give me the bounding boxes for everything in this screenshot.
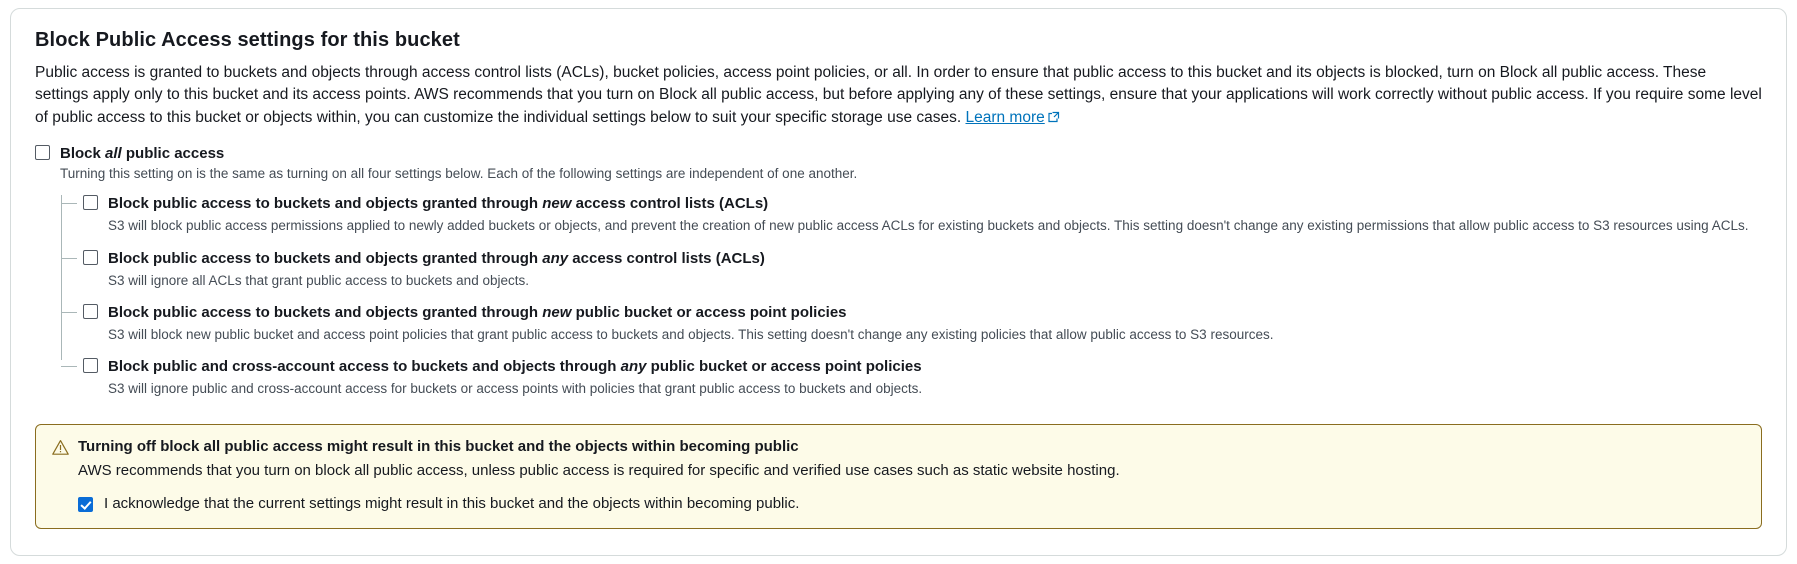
- setting-item-new-acls: [83, 195, 1762, 235]
- panel-description: [35, 62, 1762, 129]
- block-new-policies-checkbox[interactable]: [83, 304, 98, 319]
- block-all-public-access-row: [35, 145, 1762, 163]
- alert-title: Turning off block all public access might result in this bucket and the objects within becoming public: [78, 438, 799, 456]
- page-title: Block Public Access settings for this bucket: [35, 29, 460, 51]
- external-link-icon: [1048, 111, 1060, 123]
- setting-row-new-policies: [83, 304, 1762, 322]
- setting-2-label-suffix: public bucket or access point policies: [571, 303, 847, 321]
- block-all-label-prefix: Block: [60, 145, 106, 163]
- acknowledge-row: [78, 495, 1745, 513]
- setting-item-any-policies: [83, 358, 1762, 398]
- block-all-label-emphasis: all: [105, 145, 122, 163]
- block-all-public-access-description: Turning this setting on is the same as turning on all four settings below. Each of the following settings are independent of one another.: [60, 166, 858, 182]
- setting-0-description: S3 will block public access permissions applied to newly added buckets or objects, and prevent the creation of new public access ACLs for existing buckets and objects. This setting doesn't change any existing permissions that allow public access to S3 resources using ACLs.: [108, 218, 1749, 234]
- setting-3-label-suffix: public bucket or access point policies: [646, 358, 922, 376]
- acknowledge-checkbox[interactable]: [78, 497, 93, 512]
- block-any-policies-label[interactable]: [108, 358, 922, 376]
- public-access-warning-alert: [35, 424, 1762, 529]
- setting-3-description: S3 will ignore public and cross-account access for buckets or access points with policies that grant public access to buckets and objects.: [108, 381, 923, 397]
- block-all-public-access-label[interactable]: [60, 145, 224, 163]
- block-any-acls-checkbox[interactable]: [83, 250, 98, 265]
- setting-0-label-prefix: Block public access to buckets and objects granted through: [108, 195, 543, 213]
- setting-item-any-acls: [83, 250, 1762, 290]
- setting-0-label-suffix: access control lists (ACLs): [571, 195, 769, 213]
- setting-3-label-prefix: Block public and cross-account access to buckets and objects through: [108, 358, 621, 376]
- setting-2-label-prefix: Block public access to buckets and objects granted through: [108, 303, 543, 321]
- setting-1-description: S3 will ignore all ACLs that grant public access to buckets and objects.: [108, 272, 529, 288]
- setting-2-label-emphasis: new: [542, 303, 572, 321]
- learn-more-link[interactable]: [965, 109, 1059, 126]
- block-all-label-suffix: public access: [121, 145, 225, 163]
- setting-row-new-acls: [83, 195, 1762, 213]
- block-any-policies-checkbox[interactable]: [83, 358, 98, 373]
- block-public-access-panel: [10, 8, 1787, 556]
- alert-body: AWS recommends that you turn on block all public access, unless public access is required for specific and verified use cases such as static website hosting.: [78, 462, 1120, 480]
- setting-1-label-emphasis: any: [542, 249, 569, 267]
- block-any-acls-label[interactable]: [108, 250, 765, 268]
- warning-triangle-icon: [52, 439, 69, 456]
- acknowledge-label[interactable]: I acknowledge that the current settings might result in this bucket and the objects within becoming public.: [104, 495, 800, 513]
- setting-2-description: S3 will block new public bucket and access point policies that grant public access to buckets and objects. This setting doesn't change any existing policies that allow public access to S3 resources.: [108, 326, 1274, 342]
- block-all-public-access-group: [35, 145, 1762, 398]
- learn-more-label: Learn more: [965, 108, 1045, 126]
- individual-settings-list: [61, 195, 1762, 398]
- setting-1-label-suffix: access control lists (ACLs): [568, 249, 765, 267]
- block-new-acls-label[interactable]: [108, 195, 768, 213]
- setting-item-new-policies: [83, 304, 1762, 344]
- alert-header: [52, 438, 1745, 457]
- panel-description-text: Public access is granted to buckets and objects through access control lists (ACLs), bucket policies, access point policies, or all. In order to ensure that public access to this bucket and its objects is blocked, turn on Block all public access. These settings apply only to this bucket and its access points. AWS recommends that you turn on Block all public access, but before applying any of these settings, ensure that your applications will work correctly without public access. If you require some level of public access to this bucket or objects within, you can customize the individual settings below to suit your specific storage use cases.: [35, 64, 1762, 126]
- setting-0-label-emphasis: new: [542, 195, 572, 213]
- block-new-policies-label[interactable]: [108, 304, 847, 322]
- block-all-public-access-checkbox[interactable]: [35, 145, 50, 160]
- setting-1-label-prefix: Block public access to buckets and objects granted through: [108, 249, 543, 267]
- setting-row-any-policies: [83, 358, 1762, 376]
- setting-3-label-emphasis: any: [620, 358, 647, 376]
- block-new-acls-checkbox[interactable]: [83, 195, 98, 210]
- setting-row-any-acls: [83, 250, 1762, 268]
